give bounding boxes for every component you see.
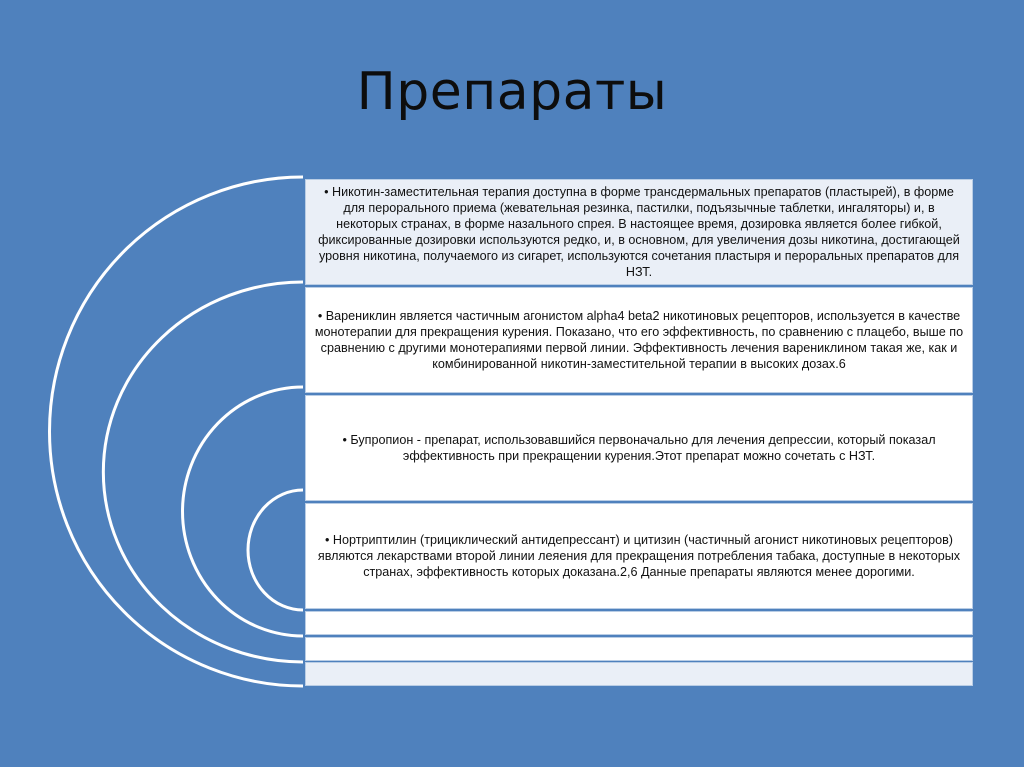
list-item-nrt — [305, 179, 973, 285]
list-item-empty-1 — [305, 611, 973, 635]
arc-outer — [50, 177, 303, 686]
slide-title: Препараты — [356, 62, 668, 122]
list-item-empty-2 — [305, 637, 973, 661]
arc-inner — [248, 490, 303, 610]
arc-2 — [103, 282, 303, 662]
item-text: • Нортриптилин (трициклический антидепрессант) и цитизин (частичный агонист никотиновых рецепторов) являются лекарствами второй линии леяения для прекращения потребления табака, доступные в некоторых странах, эффективность которых доказана.2,6 Данные препараты являются менее дорогими. — [317, 533, 961, 579]
item-text: • Варениклин является частичным агонистом alpha4 beta2 никотиновых рецепторов, используется в качестве монотерапии для прекращения курения. Показано, что его эффективность, по сравнению с плацебо, выше по сравнению с другими монотерапиями первой линии. Эффективность лечения варениклином такая же, как и комбинированной никотин-заместительной терапии в высоких дозах.6 — [314, 309, 964, 371]
list-item-nortriptyline — [305, 503, 973, 609]
arc-3 — [183, 387, 303, 636]
list-item-empty-3 — [305, 662, 973, 686]
item-text: • Никотин-заместительная терапия доступна в форме трансдермальных препаратов (пластырей), в форме для перорального приема (жевательная резинка, пастилки, подъязычные таблетки, ингаляторы) и, в некоторых странах, в форме назального спрея. В настоящее время, дозировка является более гибкой, фиксированные дозировки используются редко, и, в основном, для увеличения дозы никотина, достигающей уровня никотина, получаемого из сигарет, используются сочетания пластыря и пероральных препаратов для НЗТ. — [318, 185, 960, 279]
list-item-bupropion — [305, 395, 973, 501]
item-text: • Бупропион - препарат, использовавшийся первоначально для лечения депрессии, который показал эффективность при прекращении курения.Этот препарат можно сочетать с НЗТ. — [342, 433, 936, 463]
list-item-varenicline — [305, 287, 973, 393]
